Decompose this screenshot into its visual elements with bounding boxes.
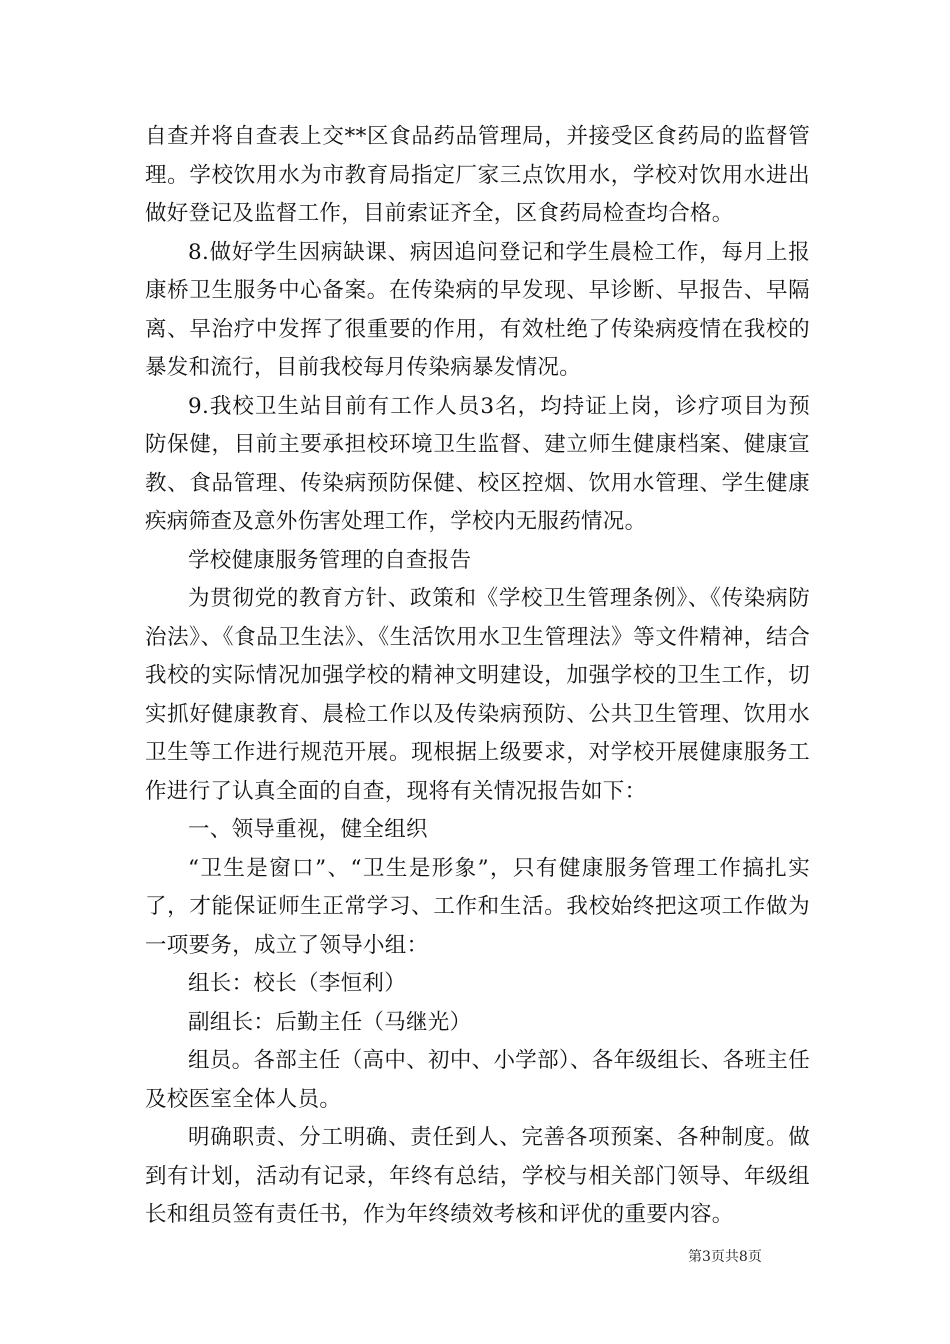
document-body [145,118,810,1235]
paragraph-group-leader: 组长：校长（李恒利） [188,971,407,996]
page-number-footer: 第3页共8页 [688,1249,762,1265]
paragraph-item-8-absence-tracking: 8.做好学生因病缺课、病因追问登记和学生晨检工作，每月上报康桥卫生服务中心备案。在传染病的早发现、早诊断、早报告、早隔离、早治疗中发挥了很重要的作用，有效杜绝了传染病疫情在我校的暴发和流行，目前我校每月传染病暴发情况。 [145,239,810,380]
paragraph-report-intro: 为贯彻党的教育方针、政策和《学校卫生管理条例》、《传染病防治法》、《食品卫生法》、《生活饮用水卫生管理法》等文件精神，结合我校的实际情况加强学校的精神文明建设，加强学校的卫生工作，切实抓好健康教育、晨检工作以及传染病预防、公共卫生管理、饮用水卫生等工作进行规范开展。现根据上级要求，对学校开展健康服务工作进行了认真全面的自查，现将有关情况报告如下： [145,586,810,804]
paragraph-responsibilities: 明确职责、分工明确、责任到人、完善各项预案、各种制度。做到有计划，活动有记录，年终有总结，学校与相关部门领导、年级组长和组员签有责任书，作为年终绩效考核和评优的重要内容。 [145,1125,810,1227]
paragraph-food-water-inspection: 自查并将自查表上交**区食品药品管理局，并接受区食药局的监督管理。学校饮用水为市教育局指定厂家三点饮用水，学校对饮用水进出做好登记及监督工作，目前索证齐全，区食药局检查均合格。 [145,124,810,226]
section-heading-leadership: 一、领导重视，健全组织 [188,817,428,842]
paragraph-deputy-leader: 副组长：后勤主任（马继光） [188,1009,472,1035]
paragraph-group-members: 组员。各部主任（高中、初中、小学部）、各年级组长、各班主任及校医室全体人员。 [145,1048,810,1112]
paragraph-leadership-group: “卫生是窗口”、“卫生是形象”，只有健康服务管理工作搞扎实了，才能保证师生正常学习、工作和生活。我校始终把这项工作做为一项要务，成立了领导小组： [145,855,810,958]
paragraph-item-9-health-station: 9.我校卫生站目前有工作人员3名，均持证上岗，诊疗项目为预防保健，目前主要承担校环境卫生监督、建立师生健康档案、健康宣教、食品管理、传染病预防保健、校区控烟、饮用水管理、学生健康疾病筛查及意外伤害处理工作，学校内无服药情况。 [145,393,810,534]
report-title: 学校健康服务管理的自查报告 [188,547,472,573]
